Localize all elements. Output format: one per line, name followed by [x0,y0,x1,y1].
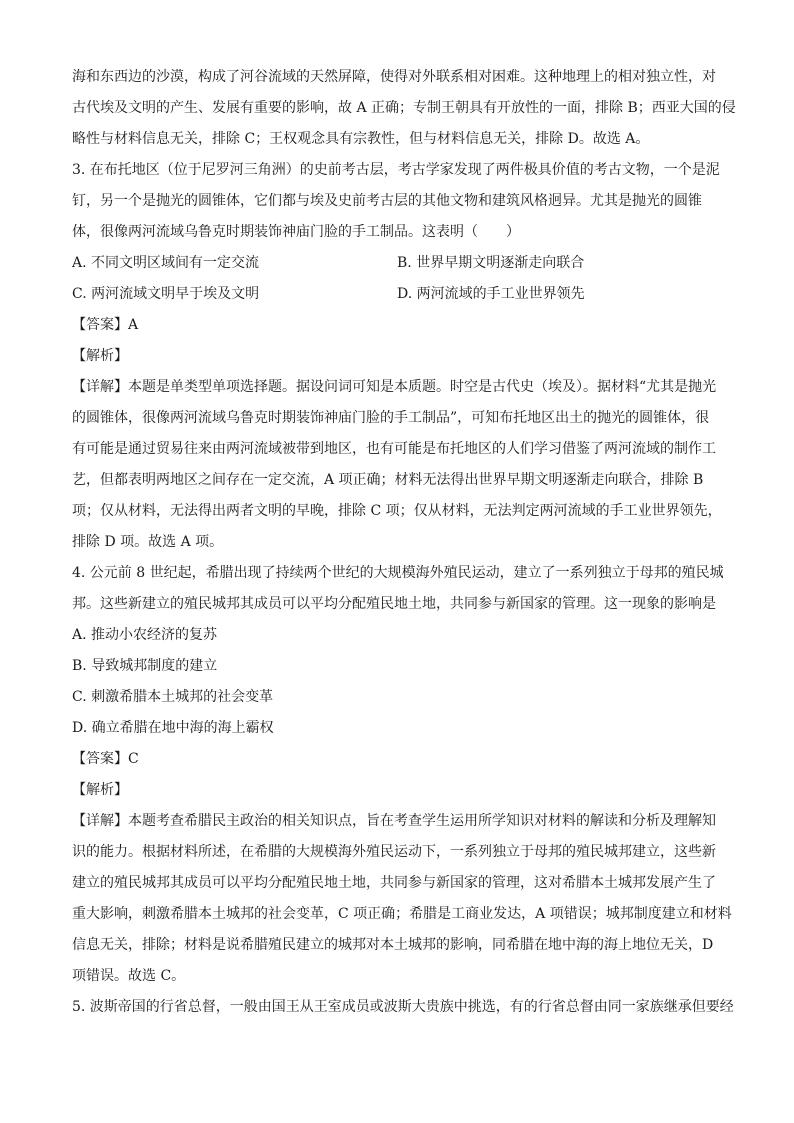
option-b: B. 导致城邦制度的建立 [72,658,218,674]
question-3 [72,155,732,558]
option-a: A. 推动小农经济的复苏 [72,627,218,643]
text-line: 略性与材料信息无关，排除 C；王权观念具有宗教性，但与材料信息无关，排除 D。故选 A。 [72,131,650,147]
option-c: C. 两河流域文明早于埃及文明 [72,286,260,302]
detail-line: 信息无关，排除；材料是说希腊殖民建立的城邦对本土城邦的影响，同希腊在地中海的海上地位无关，D [72,937,714,953]
detail-line: 识的能力。根据材料所述，在希腊的大规模海外殖民运动下，一系列独立于母邦的殖民城邦建立，这些新 [72,844,716,860]
analysis-label: 【解析】 [72,782,128,798]
text-line: 海和东西边的沙漠，构成了河谷流域的天然屏障，使得对外联系相对困难。这种地理上的相对独立性，对 [72,69,716,85]
options-row [72,279,732,310]
question-stem-line: 4. 公元前 8 世纪起，希腊出现了持续两个世纪的大规模海外殖民运动，建立了一系列独立于母邦的殖民城 [72,565,724,581]
detail-line: 有可能是通过贸易往来由两河流域被带到地区，也有可能是布托地区的人们学习借鉴了两河流域的制作工 [72,441,716,457]
detail-line: 【详解】本题考查希腊民主政治的相关知识点，旨在考查学生运用所学知识对材料的解读和分析及理解知 [72,813,716,829]
text-line: 古代埃及文明的产生、发展有重要的影响，故 A 正确；专制王朝具有开放性的一面，排除 B；西亚大国的侵 [72,100,736,116]
question-4 [72,558,732,992]
option-d: D. 确立希腊在地中海的海上霸权 [72,720,274,736]
detail-line: 的圆锥体，很像两河流域乌鲁克时期装饰神庙门脸的手工制品”，可知布托地区出土的抛光的圆锥体，很 [72,410,710,426]
detail-line: 项；仅从材料，无法得出两者文明的早晚，排除 C 项；仅从材料，无法判定两河流域的手工业世界领先， [72,503,722,519]
detail-line: 项错误。故选 C。 [72,968,186,984]
answer-line: 【答案】A [72,317,139,333]
question-stem-line: 邦。这些新建立的殖民城邦其成员可以平均分配殖民地土地，共同参与新国家的管理。这一现象的影响是 [72,596,716,612]
detail-line: 艺，但都表明两地区之间存在一定交流，A 项正确；材料无法得出世界早期文明逐渐走向联合，排除 B [72,472,704,488]
option-a: A. 不同文明区域间有一定交流 [72,255,260,271]
detail-line: 排除 D 项。故选 A 项。 [72,534,224,550]
option-c: C. 刺激希腊本土城邦的社会变革 [72,689,274,705]
question-stem-line: 5. 波斯帝国的行省总督，一般由国王从王室成员或波斯大贵族中挑选，有的行省总督由同一家族继承但要经 [72,999,734,1015]
detail-line: 建立的殖民城邦其成员可以平均分配殖民地土地，共同参与新国家的管理，这对希腊本土城邦发展产生了 [72,875,716,891]
analysis-label: 【解析】 [72,348,128,364]
question-stem-line: 钉，另一个是抛光的圆锥体，它们都与埃及史前考古层的其他文物和建筑风格迥异。尤其是抛光的圆锥 [72,193,702,209]
question-2-analysis-tail [72,62,736,155]
option-d: D. 两河流域的手工业世界领先 [397,286,585,302]
options-row [72,248,732,279]
detail-line: 重大影响，刺激希腊本土城邦的社会变革，C 项正确；希腊是工商业发达，A 项错误；城邦制度建立和材料 [72,906,732,922]
option-b: B. 世界早期文明逐渐走向联合 [397,255,585,271]
question-stem-line: 体，很像两河流域乌鲁克时期装饰神庙门脸的手工制品。这表明（ ） [72,224,520,240]
answer-line: 【答案】C [72,751,139,767]
document-page [72,62,736,1023]
detail-line: 【详解】本题是单类型单项选择题。据设问词可知是本质题。时空是古代史（埃及）。据材料“尤其是抛光 [72,379,717,395]
question-5 [72,992,732,1023]
question-stem-line: 3. 在布托地区（位于尼罗河三角洲）的史前考古层，考古学家发现了两件极具价值的考古文物，一个是泥 [72,162,720,178]
